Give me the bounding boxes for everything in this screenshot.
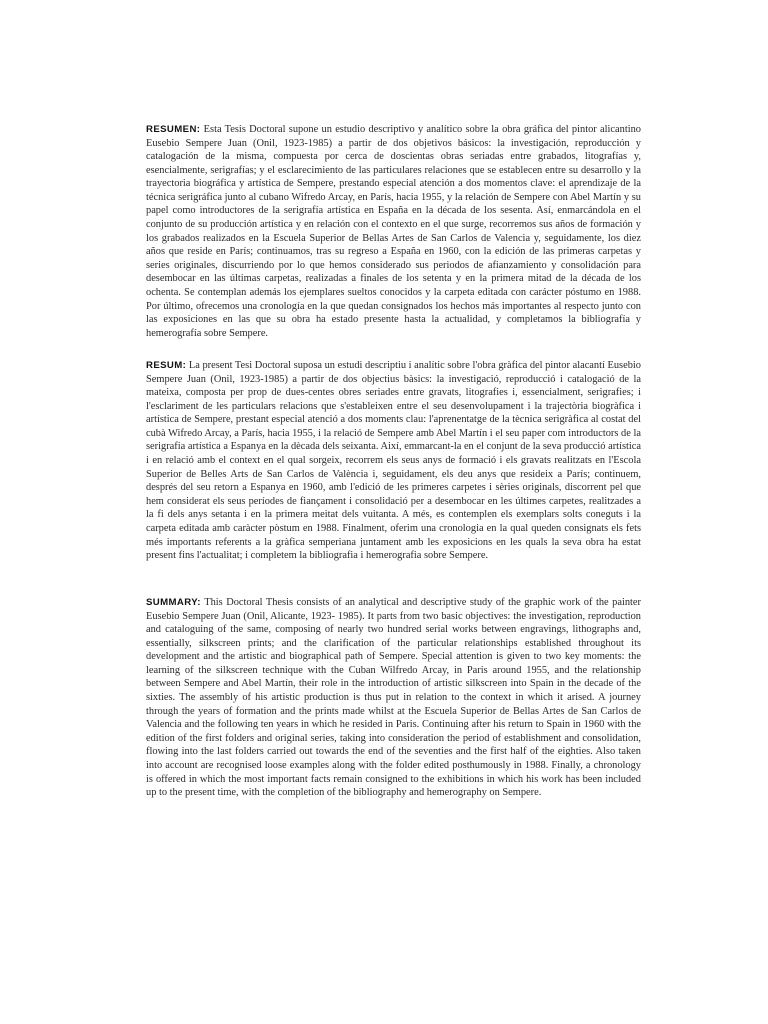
- abstract-english-label: SUMMARY:: [146, 597, 201, 608]
- abstract-catalan: [146, 359, 641, 563]
- abstract-catalan-label: RESUM:: [146, 360, 187, 371]
- abstract-spanish-text: Esta Tesis Doctoral supone un estudio descriptivo y analítico sobre la obra gráfica del pintor alicantino Eusebio Sempere Juan (Onil, 1923-1985) a partir de dos objetivos básicos: la investigación, reproducción y catalogación de la misma, compuesta por cerca de doscientas obras seriadas entre grabados, litografías y, esencialmente, serigrafías; y el esclarecimiento de las particulares relaciones que se establecen entre su desarrollo y la trayectoria biográfica y artística de Sempere, prestando especial atención a dos momentos clave: el aprendizaje de la técnica serigráfica junto al cubano Wifredo Arcay, en París, hacia 1955, y la relación de Sempere con Abel Martín y su papel como introductores de la serigrafía artística en España en la década de los sesenta. Así, enmarcándola en el conjunto de su producción artística y en relación con el contexto en el que surge, recorremos sus años de formación y los grabados realizados en la Escuela Superior de Bellas Artes de San Carlos de Valencia y, seguidamente, los diez años que reside en París; continuamos, tras su regreso a España en 1960, con la edición de las primeras carpetas y series originales, discurriendo por lo que hemos considerado sus periodos de afianzamiento y consolidación para desembocar en las últimas carpetas, realizadas a finales de los setenta y en la primera mitad de la década de los ochenta. Se contemplan además los ejemplares sueltos conocidos y la carpeta editada con carácter póstumo en 1988. Por último, ofrecemos una cronología en la que quedan consignados los hechos más importantes al respecto junto con las exposiciones en las que su obra ha estado presente hasta la actualidad, y completamos la bibliografía y hemerografía sobre Sempere.: [146, 124, 641, 339]
- abstract-spanish-label: RESUMEN:: [146, 124, 201, 135]
- abstract-english-text: This Doctoral Thesis consists of an analytical and descriptive study of the graphic work of the painter Eusebio Sempere Juan (Onil, Alicante, 1923- 1985). It parts from two basic objectives: the investigation, reproduction and cataloguing of the same, composing of nearly two hundred serial works between engravings, lithographs and, essentially, silkscreen prints; and the clarification of the particular relationships established throughout its development and the artistic and biographical path of Sempere. Special attention is given to two key moments: the learning of the silkscreen technique with the Cuban Wilfredo Arcay, in Paris around 1955, and the relationship between Sempere and Abel Martín, their role in the introduction of artistic silkscreen into Spain in the decade of the sixties. The assembly of his artistic production is thus put in relation to the context in which it arised. A journey through the years of formation and the prints made whilst at the Escuela Superior de Bellas Artes de San Carlos de Valencia and the following ten years in which he resided in Paris. Continuing after his return to Spain in 1960 with the edition of the first folders and original series, taking into consideration the period of establishment and consolidation, flowing into the last folders carried out towards the end of the seventies and the first half of the eighties. Also taken into account are recognised loose examples along with the folder edited posthumously in 1988. Finally, a chronology is offered in which the most important facts remain consigned to the exhibitions in which his work has been included up to the present time, with the completion of the bibliography and hemerography on Sempere.: [146, 597, 641, 799]
- abstract-english: [146, 596, 641, 800]
- abstract-spanish: [146, 123, 641, 340]
- abstract-catalan-text: La present Tesi Doctoral suposa un estudi descriptiu i analític sobre l'obra gràfica del pintor alacantí Eusebio Sempere Juan (Onil, 1923-1985) a partir de dos objectius bàsics: la investigació, reproducció i catalogació de la mateixa, composta per prop de dues-centes obres seriades entre gravats, litografies i, essencialment, serigrafies; i l'esclariment de les particulars relacions que s'estableixen entre el seu desenvolupament i la trajectòria biogràfica i artística de Sempere, prestant especial atenció a dos moments clau: l'aprenentatge de la tècnica serigràfica al costat del cubà Wifredo Arcay, a París, hacia 1955, i la relació de Sempere amb Abel Martín i el seu paper com introductors de la serigrafia artística a Espanya en la dècada dels seixanta. Així, emmarcant-la en el conjunt de la seva producció artística i en relació amb el context en el qual sorgeix, recorrem els seus anys de formació i els gravats realitzats en l'Escola Superior de Belles Arts de San Carlos de València i, seguidament, els deu anys que resideix a París; continuem, després del seu retorn a Espanya en 1960, amb l'edició de les primeres carpetes i sèries originals, discorrent pel que hem considerat els seus períodes de fiançament i consolidació per a desembocar en les últimes carpetes, realitzades a la fi dels anys setanta i en la primera meitat dels vuitanta. A més, es contemplen els exemplars solts coneguts i la carpeta editada amb caràcter pòstum en 1988. Finalment, oferim una cronologia en la qual queden consignats els fets més importants referents a la gràfica semperiana juntament amb les exposicions en les quals la seva obra ha estat present fins l'actualitat; i completem la bibliografia i hemerografia sobre Sempere.: [146, 360, 641, 562]
